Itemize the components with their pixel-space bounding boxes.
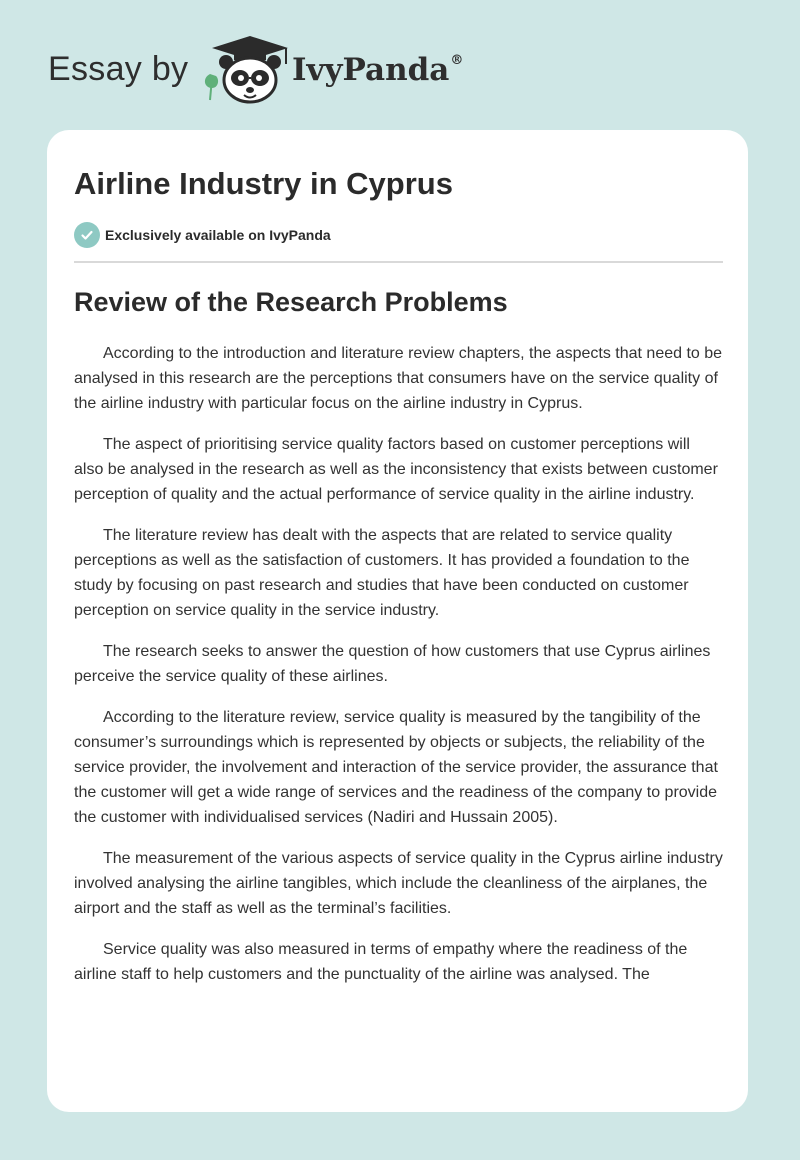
check-circle-icon: [74, 222, 100, 248]
site-header: [0, 0, 800, 130]
brand-logo-text[interactable]: [292, 52, 463, 88]
paragraph: The aspect of prioritising service quality factors based on customer perceptions will also be analysed in the research as well as the inconsistency that exists between customer perception of quality and the actual performance of service quality in the airline industry.: [74, 436, 718, 503]
panda-graduate-icon: [200, 34, 292, 108]
paragraph: The measurement of the various aspects of service quality in the Cyprus airline industry involved analysing the airline tangibles, which include the cleanliness of the airplanes, the airport and the staff as well as the terminal’s facilities.: [74, 850, 723, 917]
essay-by-label: Essay by: [48, 50, 189, 88]
paragraph: According to the introduction and literature review chapters, the aspects that need to be analysed in this research are the perceptions that consumers have on the service quality of the airline industry with particular focus on the airline industry in Cyprus.: [74, 345, 723, 412]
badge-label: Exclusively available on IvyPanda: [105, 227, 331, 243]
paragraph: According to the literature review, service quality is measured by the tangibility of the consumer’s surroundings which is represented by objects or subjects, the reliability of the service provider, the involvement and interaction of the service provider, the assurance that the customer will get a wide range of services and the readiness of the company to provide the customer with individualised services (Nadiri and Hussain 2005).: [74, 709, 718, 826]
paragraph: Service quality was also measured in terms of empathy where the readiness of the airline staff to help customers and the punctuality of the airline was analysed. The: [74, 941, 688, 983]
article-title: Airline Industry in Cyprus: [74, 166, 453, 201]
registered-mark: ®: [450, 53, 464, 68]
paragraph: The literature review has dealt with the aspects that are related to service quality perceptions as well as the satisfaction of customers. It has provided a foundation to the study by focusing on past research and studies that have been conducted on customer perception on service quality in the service industry.: [74, 527, 690, 619]
section-heading: Review of the Research Problems: [74, 287, 508, 317]
exclusive-badge: [74, 222, 331, 248]
paragraph: The research seeks to answer the question of how customers that use Cyprus airlines perceive the service quality of these airlines.: [74, 643, 711, 685]
brand-name: IvyPanda: [292, 52, 450, 88]
divider: [74, 261, 723, 263]
article-body: [74, 341, 723, 1003]
article-card: [47, 130, 748, 1112]
